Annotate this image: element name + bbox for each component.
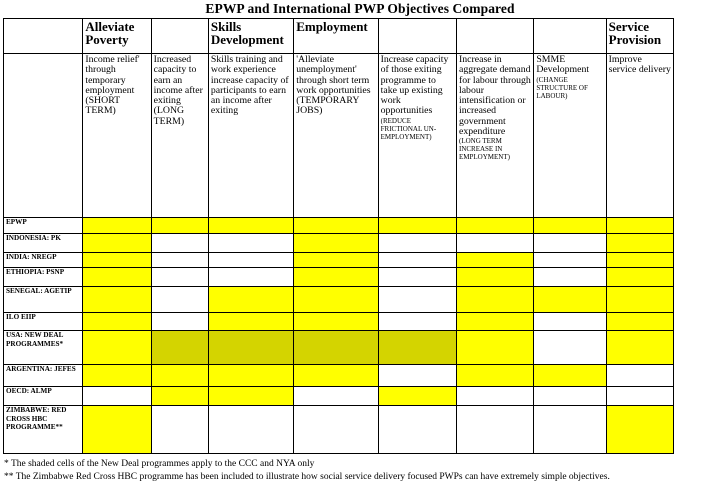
objective-cell xyxy=(534,331,606,365)
objective-cell xyxy=(83,287,151,313)
objective-cell xyxy=(294,365,378,387)
objective-cell xyxy=(294,253,378,268)
header-cell xyxy=(151,19,208,54)
objective-cell xyxy=(294,406,378,454)
objective-cell xyxy=(294,268,378,287)
objective-cell xyxy=(83,218,151,234)
objective-cell xyxy=(378,287,456,313)
objective-cell xyxy=(83,406,151,454)
objective-cell xyxy=(534,234,606,253)
objective-text: Skills training and work experience increase capacity of participants to earn an income after exiting xyxy=(210,54,289,117)
objective-cell xyxy=(294,218,378,234)
objective-description xyxy=(151,54,208,218)
programme-label: ETHIOPIA: PSNP xyxy=(4,268,83,287)
objective-cell xyxy=(83,253,151,268)
objective-cell xyxy=(534,253,606,268)
objective-cell xyxy=(378,253,456,268)
objective-text: 'Alleviate unemployment' through short term work opportunities (TEMPORARY JOBS) xyxy=(296,54,371,117)
objective-cell xyxy=(606,253,673,268)
objective-note: (REDUCE FRICTIONAL UN-EMPLOYMENT) xyxy=(380,116,437,141)
table-row xyxy=(4,313,674,331)
objectives-table xyxy=(3,18,674,454)
objective-description xyxy=(83,54,151,218)
objective-description xyxy=(378,54,456,218)
programme-label: EPWP xyxy=(4,218,83,234)
table-row xyxy=(4,234,674,253)
footnote-zimbabwe: ** The Zimbabwe Red Cross HBC programme has been included to illustrate how social service delivery focused PWPs can have extremely simple objectives. xyxy=(4,471,610,482)
table-row xyxy=(4,218,674,234)
programme-label: INDONESIA: PK xyxy=(4,234,83,253)
objective-cell xyxy=(208,218,293,234)
programme-label: ILO EIIP xyxy=(4,313,83,331)
objective-cell xyxy=(208,331,293,365)
objective-description xyxy=(456,54,533,218)
objective-cell xyxy=(151,313,208,331)
objective-cell xyxy=(606,313,673,331)
objective-cell xyxy=(534,287,606,313)
objective-cell xyxy=(456,218,533,234)
header-cell xyxy=(378,19,456,54)
objective-cell xyxy=(83,387,151,406)
objective-cell xyxy=(534,387,606,406)
table-row xyxy=(4,253,674,268)
objective-text: SMME Development xyxy=(536,54,590,76)
objective-cell xyxy=(534,365,606,387)
objective-cell xyxy=(534,268,606,287)
objective-cell xyxy=(151,331,208,365)
objective-description xyxy=(208,54,293,218)
objective-cell xyxy=(83,234,151,253)
objective-cell xyxy=(378,387,456,406)
footnotes xyxy=(4,458,610,483)
objective-description xyxy=(534,54,606,218)
programme-label: SENEGAL: AGETIP xyxy=(4,287,83,313)
objective-cell xyxy=(83,313,151,331)
objective-cell xyxy=(606,218,673,234)
objective-cell xyxy=(606,331,673,365)
objective-cell xyxy=(456,268,533,287)
objective-description xyxy=(4,54,83,218)
objective-cell xyxy=(378,331,456,365)
objective-cell xyxy=(456,365,533,387)
objective-note: (CHANGE STRUCTURE OF LABOUR) xyxy=(536,75,588,100)
objective-cell xyxy=(208,253,293,268)
page-title: EPWP and International PWP Objectives Compared xyxy=(205,1,515,16)
header-cell: Employment xyxy=(294,19,378,54)
objective-cell xyxy=(606,287,673,313)
header-cell: Alleviate Poverty xyxy=(83,19,151,54)
header-cell: Skills Development xyxy=(208,19,293,54)
header-cell: Service Provision xyxy=(606,19,673,54)
objective-cell xyxy=(83,365,151,387)
objective-cell xyxy=(208,268,293,287)
programme-label: ARGENTINA: JEFES xyxy=(4,365,83,387)
objective-cell xyxy=(294,387,378,406)
objective-cell xyxy=(378,218,456,234)
objective-cell xyxy=(378,406,456,454)
header-cell xyxy=(4,19,83,54)
objective-cell xyxy=(151,287,208,313)
objective-cell xyxy=(456,287,533,313)
objective-cell xyxy=(151,268,208,287)
objective-cell xyxy=(294,287,378,313)
objective-cell xyxy=(208,313,293,331)
objective-cell xyxy=(456,406,533,454)
objective-cell xyxy=(606,406,673,454)
objective-cell xyxy=(208,234,293,253)
header-cell xyxy=(456,19,533,54)
objective-cell xyxy=(456,253,533,268)
objective-cell xyxy=(294,331,378,365)
table-row xyxy=(4,287,674,313)
header-cell xyxy=(534,19,606,54)
programme-label: INDIA: NREGP xyxy=(4,253,83,268)
objective-cell xyxy=(294,234,378,253)
objective-cell xyxy=(378,234,456,253)
objective-cell xyxy=(208,287,293,313)
objective-description-row xyxy=(4,54,674,218)
objective-cell xyxy=(151,253,208,268)
objective-cell xyxy=(151,234,208,253)
objective-cell xyxy=(294,313,378,331)
objective-cell xyxy=(534,313,606,331)
objective-cell xyxy=(378,268,456,287)
table-row xyxy=(4,387,674,406)
objective-text: Income relief' through temporary employment (SHORT TERM) xyxy=(85,54,140,117)
objective-cell xyxy=(83,331,151,365)
objective-text: Increase capacity of those exiting programme to take up existing work opportunities xyxy=(380,54,449,117)
programme-label: ZIMBABWE: RED CROSS HBC PROGRAMME** xyxy=(4,406,83,454)
objective-cell xyxy=(456,331,533,365)
objective-cell xyxy=(208,387,293,406)
objective-cell xyxy=(534,406,606,454)
table-row xyxy=(4,331,674,365)
objective-cell xyxy=(606,365,673,387)
objective-cell xyxy=(151,218,208,234)
table-row xyxy=(4,365,674,387)
objective-cell xyxy=(151,406,208,454)
programme-label: USA: NEW DEAL PROGRAMMES* xyxy=(4,331,83,365)
table-row xyxy=(4,406,674,454)
objective-cell xyxy=(151,387,208,406)
objective-cell xyxy=(456,387,533,406)
objective-cell xyxy=(378,313,456,331)
objective-text: Increase in aggregate demand for labour through labour intensification or increased government expenditure xyxy=(458,54,531,138)
objective-text: Increased capacity to earn an income after exiting (LONG TERM) xyxy=(153,54,203,127)
objective-cell xyxy=(83,268,151,287)
footnote-new-deal: * The shaded cells of the New Deal programmes apply to the CCC and NYA only xyxy=(4,459,315,469)
programme-label: OECD: ALMP xyxy=(4,387,83,406)
objective-cell xyxy=(456,234,533,253)
objective-cell xyxy=(606,234,673,253)
table-row xyxy=(4,268,674,287)
objective-cell xyxy=(456,313,533,331)
objective-cell xyxy=(151,365,208,387)
objective-note: (LONG TERM INCREASE IN EMPLOYMENT) xyxy=(458,137,510,162)
objective-cell xyxy=(534,218,606,234)
objective-text: Improve service delivery xyxy=(608,54,671,76)
objective-cell xyxy=(606,268,673,287)
objective-description xyxy=(606,54,673,218)
objective-cell xyxy=(378,365,456,387)
objective-cell xyxy=(606,387,673,406)
objective-cell xyxy=(208,365,293,387)
objective-description xyxy=(294,54,378,218)
objective-cell xyxy=(208,406,293,454)
header-row xyxy=(4,19,674,54)
